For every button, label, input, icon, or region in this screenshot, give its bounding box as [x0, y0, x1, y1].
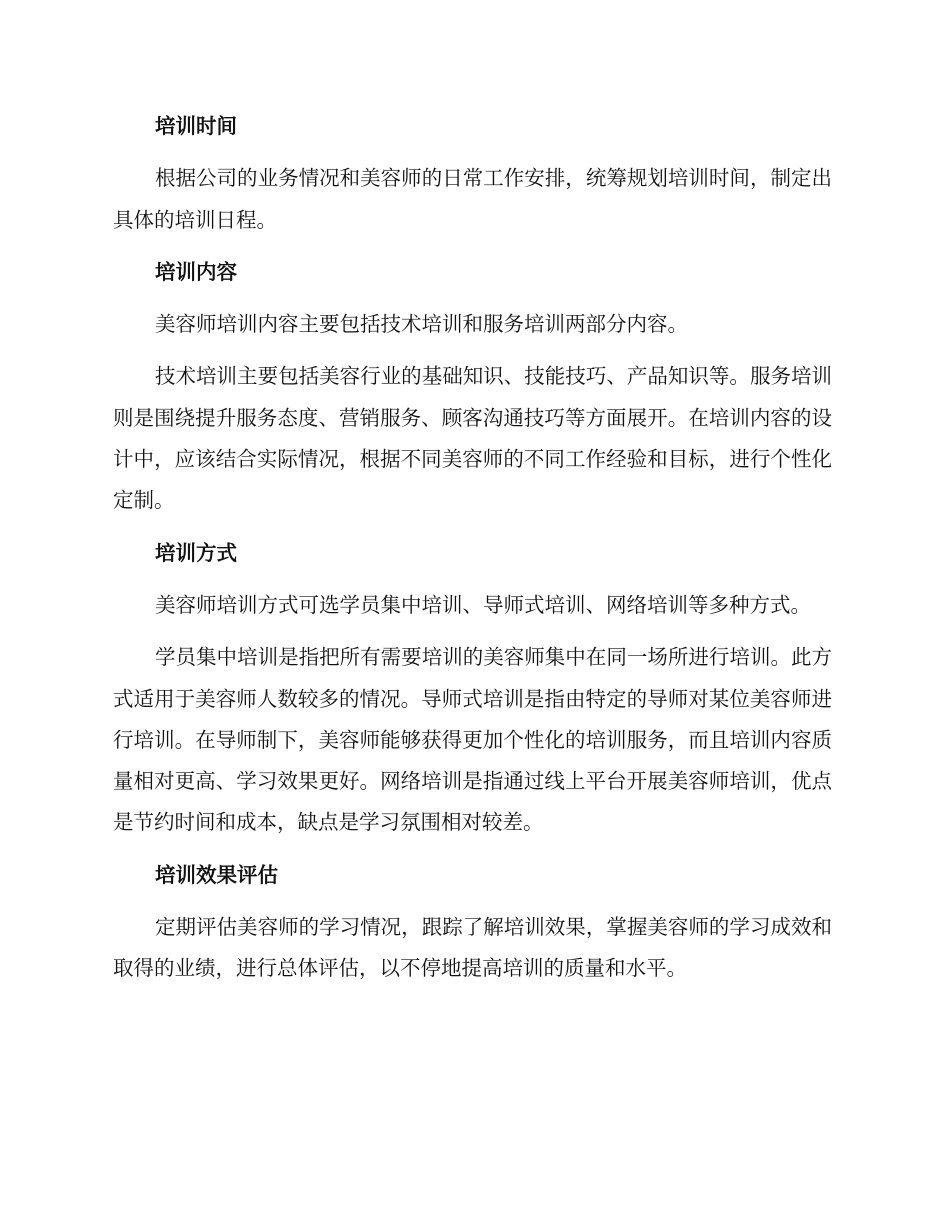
paragraph: 根据公司的业务情况和美容师的日常工作安排，统筹规划培训时间，制定出具体的培训日程。 [113, 166, 832, 232]
paragraph: 定期评估美容师的学习情况，跟踪了解培训效果，掌握美容师的学习成效和取得的业绩，进行总体评估，以不停地提高培训的质量和水平。 [113, 915, 832, 981]
paragraph: 美容师培训方式可选学员集中培训、导师式培训、网络培训等多种方式。 [155, 592, 811, 617]
section-heading: 培训效果评估 [155, 862, 278, 887]
section-training-time [113, 106, 832, 241]
document-page [113, 106, 832, 1001]
section-training-method [113, 533, 832, 844]
paragraph: 美容师培训内容主要包括技术培训和服务培训两部分内容。 [155, 312, 688, 337]
paragraph: 技术培训主要包括美容行业的基础知识、技能技巧、产品知识等。服务培训则是围绕提升服务态度、营销服务、顾客沟通技巧等方面展开。在培训内容的设计中，应该结合实际情况，根据不同美容师的不同工作经验和目标，进行个性化定制。 [113, 364, 832, 513]
paragraph: 学员集中培训是指把所有需要培训的美容师集中在同一场所进行培训。此方式适用于美容师人数较多的情况。导师式培训是指由特定的导师对某位美容师进行培训。在导师制下，美容师能够获得更加个性化的培训服务，而且培训内容质量相对更高、学习效果更好。网络培训是指通过线上平台开展美容师培训，优点是节约时间和成本，缺点是学习氛围相对较差。 [113, 645, 832, 835]
section-heading: 培训方式 [155, 540, 237, 565]
section-heading: 培训内容 [155, 259, 237, 284]
section-heading: 培训时间 [155, 114, 237, 138]
section-training-content [113, 252, 832, 522]
section-training-evaluation [113, 855, 832, 990]
